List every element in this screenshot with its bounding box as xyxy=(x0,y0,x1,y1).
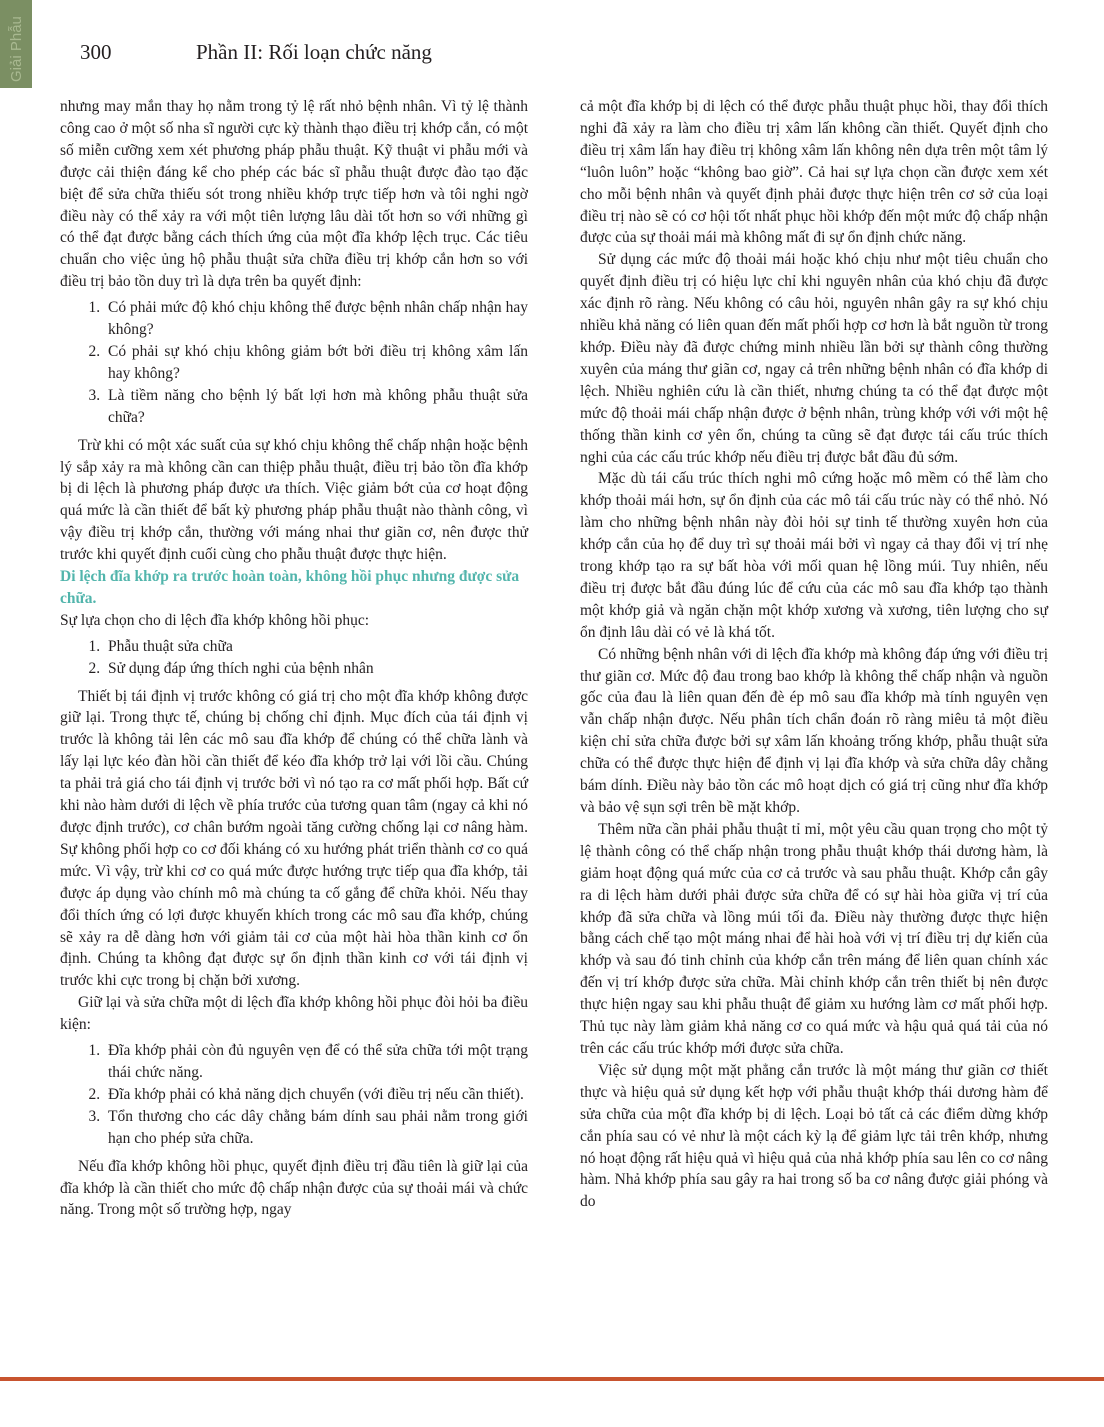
paragraph: Giữ lại và sửa chữa một di lệch đĩa khớp không hồi phục đòi hỏi ba điều kiện: xyxy=(60,994,528,1034)
paragraph: Có những bệnh nhân với di lệch đĩa khớp mà không đáp ứng với điều trị thư giãn cơ. Mức độ đau trong bao khớp là không thể chấp nhận và nguồn gốc của đau là liên quan đến đè ép mô sau đĩa khớp mà tính nguyên vẹn vẫn chấp nhận được. Nếu phân tích chẩn đoán rõ ràng miêu tả một điều kiện chỉ sửa chữa được bởi sự xâm lấn khoảng trống khớp, phẫu thuật sửa chữa có thể được thực hiện để định vị lại đĩa khớp và sửa chữa dây chằng bám dính. Điều này bảo tồn các mô hoạt dịch có giá trị cũng như đĩa khớp và bảo vệ sụn sợi trên bề mặt khớp. xyxy=(580,645,1048,816)
list-item: 1. Đĩa khớp phải còn đủ nguyên vẹn để có thể sửa chữa tới một trạng thái chức năng. xyxy=(104,1040,528,1084)
list-item: 2. Sử dụng đáp ứng thích nghi của bệnh nhân xyxy=(104,658,528,680)
paragraph: Sự lựa chọn cho di lệch đĩa khớp không hồi phục: xyxy=(60,611,370,629)
chapter-side-tab xyxy=(0,0,32,88)
left-column xyxy=(60,96,528,1221)
right-column xyxy=(580,96,1048,1213)
paragraph: nhưng may mắn thay họ nằm trong tỷ lệ rất nhỏ bệnh nhân. Vì tỷ lệ thành công cao ở một số nha sĩ người cực kỳ thành thạo điều trị khớp cắn, có một số miễn cưỡng xem xét phương pháp phẫu thuật. Kỹ thuật vi phẫu mới và được cải thiện đáng kể cho phép các bác sĩ phẫu thuật được đào tạo đặc biệt để sửa chữa thiếu sót trong nhiều khớp trực tiếp hơn và tôi nghi ngờ điều này có thể xảy ra với một tiên lượng lâu dài tốt hơn so với những gì có thể đạt được bằng cách thích ứng của một đĩa khớp lệch trục. Các tiêu chuẩn cho việc ủng hộ phẫu thuật sửa chữa điều trị khớp cắn hơn so với điều trị bảo tồn duy trì là dựa trên ba quyết định: xyxy=(60,98,528,291)
list-item: 3. Tổn thương cho các dây chằng bám dính sau phải nằm trong giới hạn cho phép sửa chữa. xyxy=(104,1106,528,1150)
page-number: 300 xyxy=(80,40,112,64)
list-item: 2. Đĩa khớp phải có khả năng dịch chuyển (với điều trị nếu cần thiết). xyxy=(104,1084,528,1106)
options-list xyxy=(60,636,528,680)
paragraph: Trừ khi có một xác suất của sự khó chịu không thể chấp nhận hoặc bệnh lý sắp xảy ra mà không cần can thiệp phẫu thuật, điều trị bảo tồn đĩa khớp bị di lệch là phương pháp được ưa thích. Việc giảm bớt của cơ hoạt động quá mức là cần thiết để bất kỳ phương pháp phẫu thuật nào thành công, vì vậy điều trị khớp cắn, thường với máng nhai thư giãn cơ, nên được thử trước khi quyết định cuối cùng cho phẫu thuật được thực hiện. xyxy=(60,436,528,564)
section-heading: Di lệch đĩa khớp ra trước hoàn toàn, không hồi phục nhưng được sửa chữa. xyxy=(60,568,520,607)
criteria-list xyxy=(60,297,528,428)
paragraph: Thiết bị tái định vị trước không có giá trị cho một đĩa khớp không được giữ lại. Trong thực tế, chúng bị chống chỉ định. Mục đích của tái định vị trước là không tải lên các mô sau đĩa khớp để chúng có thể chữa lành và lấy lại lực kéo đàn hồi cần thiết để kéo đĩa khớp trở lại với lồi cầu. Chúng ta phải trả giá cho tái định vị trước bởi vì nó tạo ra cơ mất phối hợp. Bất cứ khi nào hàm dưới di lệch về phía trước của tương quan tâm (ngay cả khi nó được định trước), cơ chân bướm ngoài tăng cường chống lại cơ nâng hàm. Sự không phối hợp co cơ đối kháng có xu hướng phát triển thành cơ co quá mức. Vì vậy, trừ khi cơ co quá mức được hướng trực tiếp qua đĩa khớp, tải được áp dụng vào chính mô mà chúng ta cố gắng để chữa khỏi. Nếu thay đổi thích ứng có lợi được khuyến khích trong các mô sau đĩa khớp, chúng sẽ xảy ra dễ dàng hơn với giảm tải cơ của một hài hòa thần kinh cơ ổn định. Chúng ta không đạt được sự ổn định thần kinh cơ với tái định vị trước khi cực trong bị chặn bởi xương. xyxy=(60,687,529,990)
paragraph: Việc sử dụng một mặt phẳng cắn trước là một máng thư giãn cơ thiết thực và hiệu quả sử dụng kết hợp với phẫu thuật khớp thái dương hàm để sửa chữa của một đĩa khớp bị di lệch. Loại bỏ tất cả các điểm dừng khớp cắn phía sau có vẻ như là một cách kỳ lạ để giảm lực tải trên khớp, nhưng nó hoạt động rất hiệu quả vì hiệu quả của nhả khớp phía sau lên co cơ nâng hàm. Nhả khớp phía sau gây ra hai trong số ba cơ nâng được giải phóng và do xyxy=(580,1061,1048,1211)
list-item: 1. Có phải mức độ khó chịu không thể được bệnh nhân chấp nhận hay không? xyxy=(104,297,528,341)
list-item: 3. Là tiềm năng cho bệnh lý bất lợi hơn mà không phẫu thuật sửa chữa? xyxy=(104,385,528,429)
page-header xyxy=(0,0,1104,88)
paragraph: Mặc dù tái cấu trúc thích nghi mô cứng hoặc mô mềm có thể làm cho khớp thoải mái hơn, sự ổn định của các mô tái cấu trúc này có thể nhỏ. Nó làm cho những bệnh nhân này đòi hỏi sự tinh tế thường xuyên hơn của khớp cắn của họ để duy trì sự thoải mái bởi vì ngay cả thay đổi vị trí nhẹ trong khớp tạo ra sự bất hòa với mối quan hệ lồng múi. Tuy nhiên, nếu điều trị được bắt đầu đúng lúc để cứu của các mô sau đĩa khớp tạo thành một khớp giả và ngăn chặn một khớp xương và xương, tiên lượng cho sự ổn định lâu dài có vẻ là khá tốt. xyxy=(580,470,1048,641)
footer-rule xyxy=(0,1377,1104,1381)
conditions-list xyxy=(60,1040,528,1150)
paragraph: Nếu đĩa khớp không hồi phục, quyết định điều trị đầu tiên là giữ lại của đĩa khớp là cần thiết cho mức độ chấp nhận được của sự thoải mái và chức năng. Trong một số trường hợp, ngay xyxy=(60,1157,528,1219)
paragraph: Sử dụng các mức độ thoải mái hoặc khó chịu như một tiêu chuẩn cho quyết định điều trị có hiệu lực chỉ khi nguyên nhân của khó chịu đã được xác định rõ ràng. Nếu không có câu hỏi, nguyên nhân gây ra sự khó chịu nhiều khả năng có liên quan đến mất phối hợp cơ hơn là bắt nguồn từ trong khớp. Điều này đã được chứng minh nhiều lần bởi sự thành công thường xuyên của máng thư giãn cơ, ngay cả trên những bệnh nhân có đĩa khớp di lệch. Nhiều nghiên cứu là cần thiết, nhưng chúng ta có thể đạt được một mức độ thoải mái chấp nhận được ở bệnh nhân, trùng khớp với với một hệ thống thần kinh cơ yên ổn, chúng ta cũng sẽ đạt được tái cấu trúc thích nghi của các cấu trúc khớp nếu điều trị được bắt đầu đủ sớm. xyxy=(580,251,1048,466)
list-item: 1. Phẫu thuật sửa chữa xyxy=(104,636,528,658)
paragraph: cả một đĩa khớp bị di lệch có thể được phẫu thuật phục hồi, thay đổi thích nghi đã xảy ra làm cho điều trị xâm lấn không cần thiết. Quyết định cho điều trị xâm lấn hay điều trị không xâm lấn không nên dựa trên một tâm lý “luôn luôn” hoặc “không bao giờ”. Cả hai sự lựa chọn cần được xem xét cho mỗi bệnh nhân và quyết định phải được thực hiện trên cơ sở của loại điều trị nào sẽ có cơ hội tốt nhất phục hồi khớp đến một mức độ chấp nhận được của sự thoải mái mà không mất đi sự ổn định chức năng. xyxy=(580,98,1048,247)
side-tab-label: Giải Phẫu xyxy=(8,16,25,82)
list-item: 2. Có phải sự khó chịu không giảm bớt bởi điều trị không xâm lấn hay không? xyxy=(104,341,528,385)
running-head: Phần II: Rối loạn chức năng xyxy=(196,40,432,64)
paragraph: Thêm nữa cần phải phẫu thuật tỉ mỉ, một yêu cầu quan trọng cho một tỷ lệ thành công có thể chấp nhận trong phẫu thuật khớp thái dương hàm, là giảm hoạt động quá mức của cơ cả trước và sau phẫu thuật. Khớp cắn gây ra di lệch hàm dưới phải được sửa chữa để có sự hài hòa giữa vị trí của khớp đã sửa chữa và lồng múi tối đa. Điều này thường được thực hiện bằng cách chế tạo một máng nhai để hài hoà với vị trí điều trị dự kiến của khớp và sau đó tinh chỉnh của khớp cắn trên máng để liên quan chính xác đến vị trí khớp được sửa chữa. Mài chỉnh khớp cắn trên thiết bị nên được thực hiện ngay sau khi phẫu thuật để giảm xu hướng làm cơ mất phối hợp. Thủ tục này làm giảm khả năng cơ co quá mức và hậu quả quá tải của nó trên các cấu trúc khớp mới được sửa chữa. xyxy=(580,820,1048,1057)
